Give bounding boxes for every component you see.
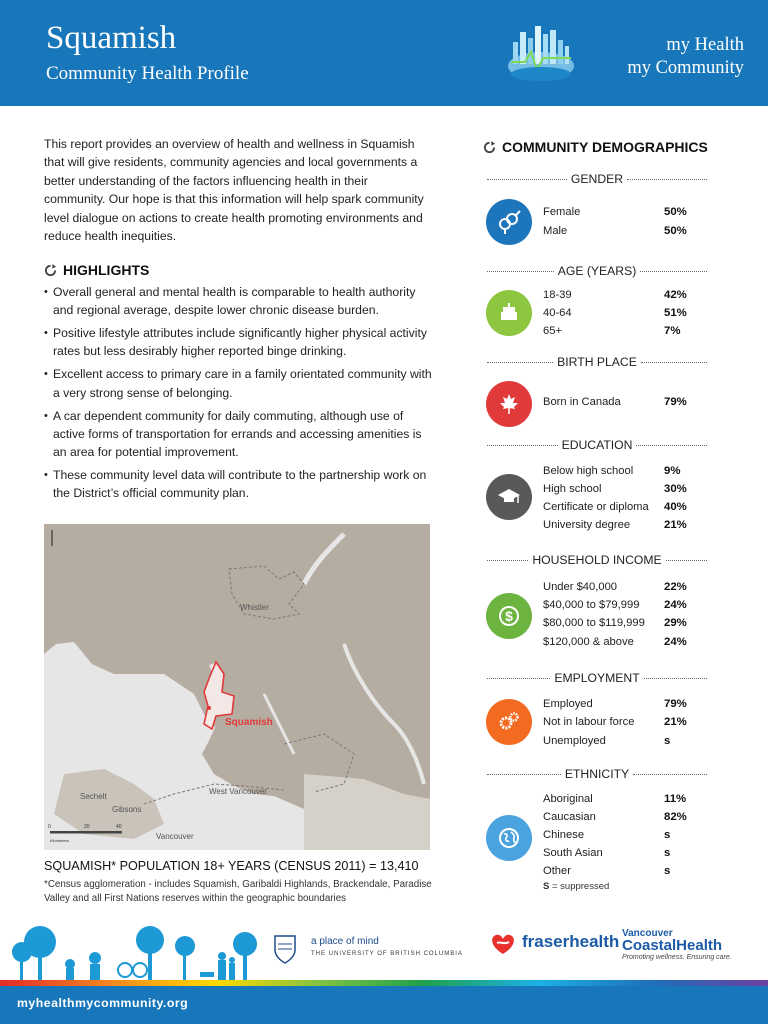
row-value: 51% xyxy=(664,307,687,319)
row-label: Certificate or diploma xyxy=(543,501,649,513)
city-skyline-logo-icon xyxy=(505,22,577,84)
row-label: 40-64 xyxy=(543,307,572,319)
page-subtitle: Community Health Profile xyxy=(46,63,249,84)
category-label: GENDER xyxy=(570,172,624,186)
ethnicity-header xyxy=(483,766,711,782)
maple-leaf-icon xyxy=(486,381,532,427)
highlights-title: HIGHLIGHTS xyxy=(63,262,150,278)
whistler-label: Whistler xyxy=(240,603,269,612)
row-label: Other xyxy=(543,865,571,877)
svg-text:$: $ xyxy=(505,608,513,624)
scale-tick: 20 xyxy=(84,824,90,830)
west-vancouver-label: West Vancouver xyxy=(209,787,267,796)
population-statement: SQUAMISH* POPULATION 18+ YEARS (CENSUS 2011) = 13,410 xyxy=(44,859,419,873)
row-value: s xyxy=(664,829,671,841)
category-label: HOUSEHOLD INCOME xyxy=(532,553,662,567)
row-value: s xyxy=(664,847,671,859)
row-label: Chinese xyxy=(543,829,585,841)
list-item: • These community level data will contribute to the partnership work on the District’s official community plan. xyxy=(44,466,434,503)
gibsons-label: Gibsons xyxy=(112,805,142,814)
row-label: Below high school xyxy=(543,465,634,477)
row-value: 24% xyxy=(664,599,687,611)
logo-line-2: my Community xyxy=(627,58,744,78)
row-label: $120,000 & above xyxy=(543,636,634,648)
circular-arrow-icon xyxy=(44,264,57,277)
suppressed-key: S xyxy=(543,881,550,892)
demographics-title: COMMUNITY DEMOGRAPHICS xyxy=(502,139,708,155)
row-label: Not in labour force xyxy=(543,716,635,728)
intro-paragraph: This report provides an overview of health and wellness in Squamish that will give residents, community agencies and local governments a better understanding of the factors influencing health in their community. Our hope is that this information will help spark community level dialogue on actions to create health promoting environments and reduce health inequities. xyxy=(44,137,424,244)
fraser-health-logo-text: fraserhealth xyxy=(522,932,620,951)
row-label: Aboriginal xyxy=(543,793,593,805)
dollar-sign-icon xyxy=(486,593,532,639)
row-value: s xyxy=(664,865,671,877)
sechelt-label: Sechelt xyxy=(80,792,107,801)
suppressed-legend xyxy=(543,881,609,892)
row-label: University degree xyxy=(543,519,631,531)
suppressed-note: = suppressed xyxy=(549,881,610,892)
scale-bar xyxy=(50,831,122,834)
row-value: 21% xyxy=(664,716,687,728)
logo-line-1: my Health xyxy=(666,35,744,55)
row-value: 40% xyxy=(664,501,687,513)
squamish-label: Squamish xyxy=(225,717,273,728)
row-label: Unemployed xyxy=(543,735,606,747)
logo-text xyxy=(574,34,744,80)
birth-place-header xyxy=(483,354,711,370)
row-value: 50% xyxy=(664,225,687,237)
row-value: 42% xyxy=(664,289,687,301)
category-label: BIRTH PLACE xyxy=(557,355,637,369)
row-value: 24% xyxy=(664,636,687,648)
vch-line-1: Vancouver xyxy=(622,928,673,939)
list-item: • Positive lifestyle attributes include significantly higher physical activity rates but less desirably higher reported binge drinking. xyxy=(44,324,434,361)
scale-unit: Kilometers xyxy=(50,838,69,843)
globe-icon xyxy=(486,815,532,861)
fraser-health-heart-icon xyxy=(488,933,518,955)
row-label: Born in Canada xyxy=(543,396,621,408)
vch-logo xyxy=(622,928,732,964)
education-header xyxy=(483,437,711,453)
highlights-list xyxy=(44,283,434,507)
gender-header xyxy=(483,171,711,187)
row-value: 7% xyxy=(664,325,681,337)
row-value: 22% xyxy=(664,581,687,593)
income-header xyxy=(483,552,711,568)
category-label: AGE (YEARS) xyxy=(557,264,637,278)
row-label: Female xyxy=(543,206,581,218)
row-value: 79% xyxy=(664,698,687,710)
gears-icon xyxy=(486,699,532,745)
row-label: Employed xyxy=(543,698,593,710)
row-value: 9% xyxy=(664,465,681,477)
birthday-cake-icon xyxy=(486,290,532,336)
row-value: 82% xyxy=(664,811,687,823)
vch-tagline: Promoting wellness. Ensuring care. xyxy=(622,954,732,961)
list-item: • Excellent access to primary care in a family orientated community with a very strong sense of belonging. xyxy=(44,365,434,402)
row-value: s xyxy=(664,735,671,747)
demographics-heading xyxy=(483,139,708,155)
row-label: Male xyxy=(543,225,568,237)
ubc-tagline: a place of mind xyxy=(311,936,379,947)
ubc-crest-icon xyxy=(273,934,297,964)
circular-arrow-icon xyxy=(483,141,496,154)
row-value: 50% xyxy=(664,206,687,218)
category-label: EMPLOYMENT xyxy=(554,671,640,685)
row-label: Caucasian xyxy=(543,811,596,823)
ubc-name: THE UNIVERSITY OF BRITISH COLUMBIA xyxy=(311,951,463,957)
row-label: 18-39 xyxy=(543,289,572,301)
age-header xyxy=(483,263,711,279)
scale-tick: 0 xyxy=(48,824,51,830)
scale-tick: 40 xyxy=(116,824,122,830)
row-label: 65+ xyxy=(543,325,562,337)
community-silhouette-icon xyxy=(0,920,265,980)
vancouver-label: Vancouver xyxy=(156,832,194,841)
page-title: Squamish xyxy=(46,20,177,56)
row-value: 29% xyxy=(664,617,687,629)
ubc-logo-text xyxy=(311,935,471,961)
row-value: 30% xyxy=(664,483,687,495)
list-item: • A car dependent community for daily commuting, although use of active forms of transportation for errands and accessing amenities is an area for potential improvement. xyxy=(44,407,434,462)
row-label: South Asian xyxy=(543,847,603,859)
row-label: $40,000 to $79,999 xyxy=(543,599,640,611)
header-banner xyxy=(0,0,768,106)
row-value: 21% xyxy=(664,519,687,531)
employment-header xyxy=(483,670,711,686)
website-link[interactable]: myhealthmycommunity.org xyxy=(17,996,189,1010)
category-label: EDUCATION xyxy=(561,438,633,452)
list-item: • Overall general and mental health is comparable to health authority and regional average, despite lower chronic disease burden. xyxy=(44,283,434,320)
census-footnote: *Census agglomeration - includes Squamish, Garibaldi Highlands, Brackendale, Paradise Valley and all First Nations reserves within the geographic boundaries xyxy=(44,879,432,904)
row-label: Under $40,000 xyxy=(543,581,618,593)
vch-line-2: CoastalHealth xyxy=(622,937,723,954)
row-label: $80,000 to $119,999 xyxy=(543,617,645,629)
gender-symbol-icon xyxy=(486,199,532,245)
row-label: High school xyxy=(543,483,602,495)
highlights-heading xyxy=(44,262,149,278)
row-value: 11% xyxy=(664,793,687,805)
category-label: ETHNICITY xyxy=(564,767,630,781)
graduation-cap-icon xyxy=(486,474,532,520)
region-map xyxy=(44,524,430,850)
row-value: 79% xyxy=(664,396,687,408)
